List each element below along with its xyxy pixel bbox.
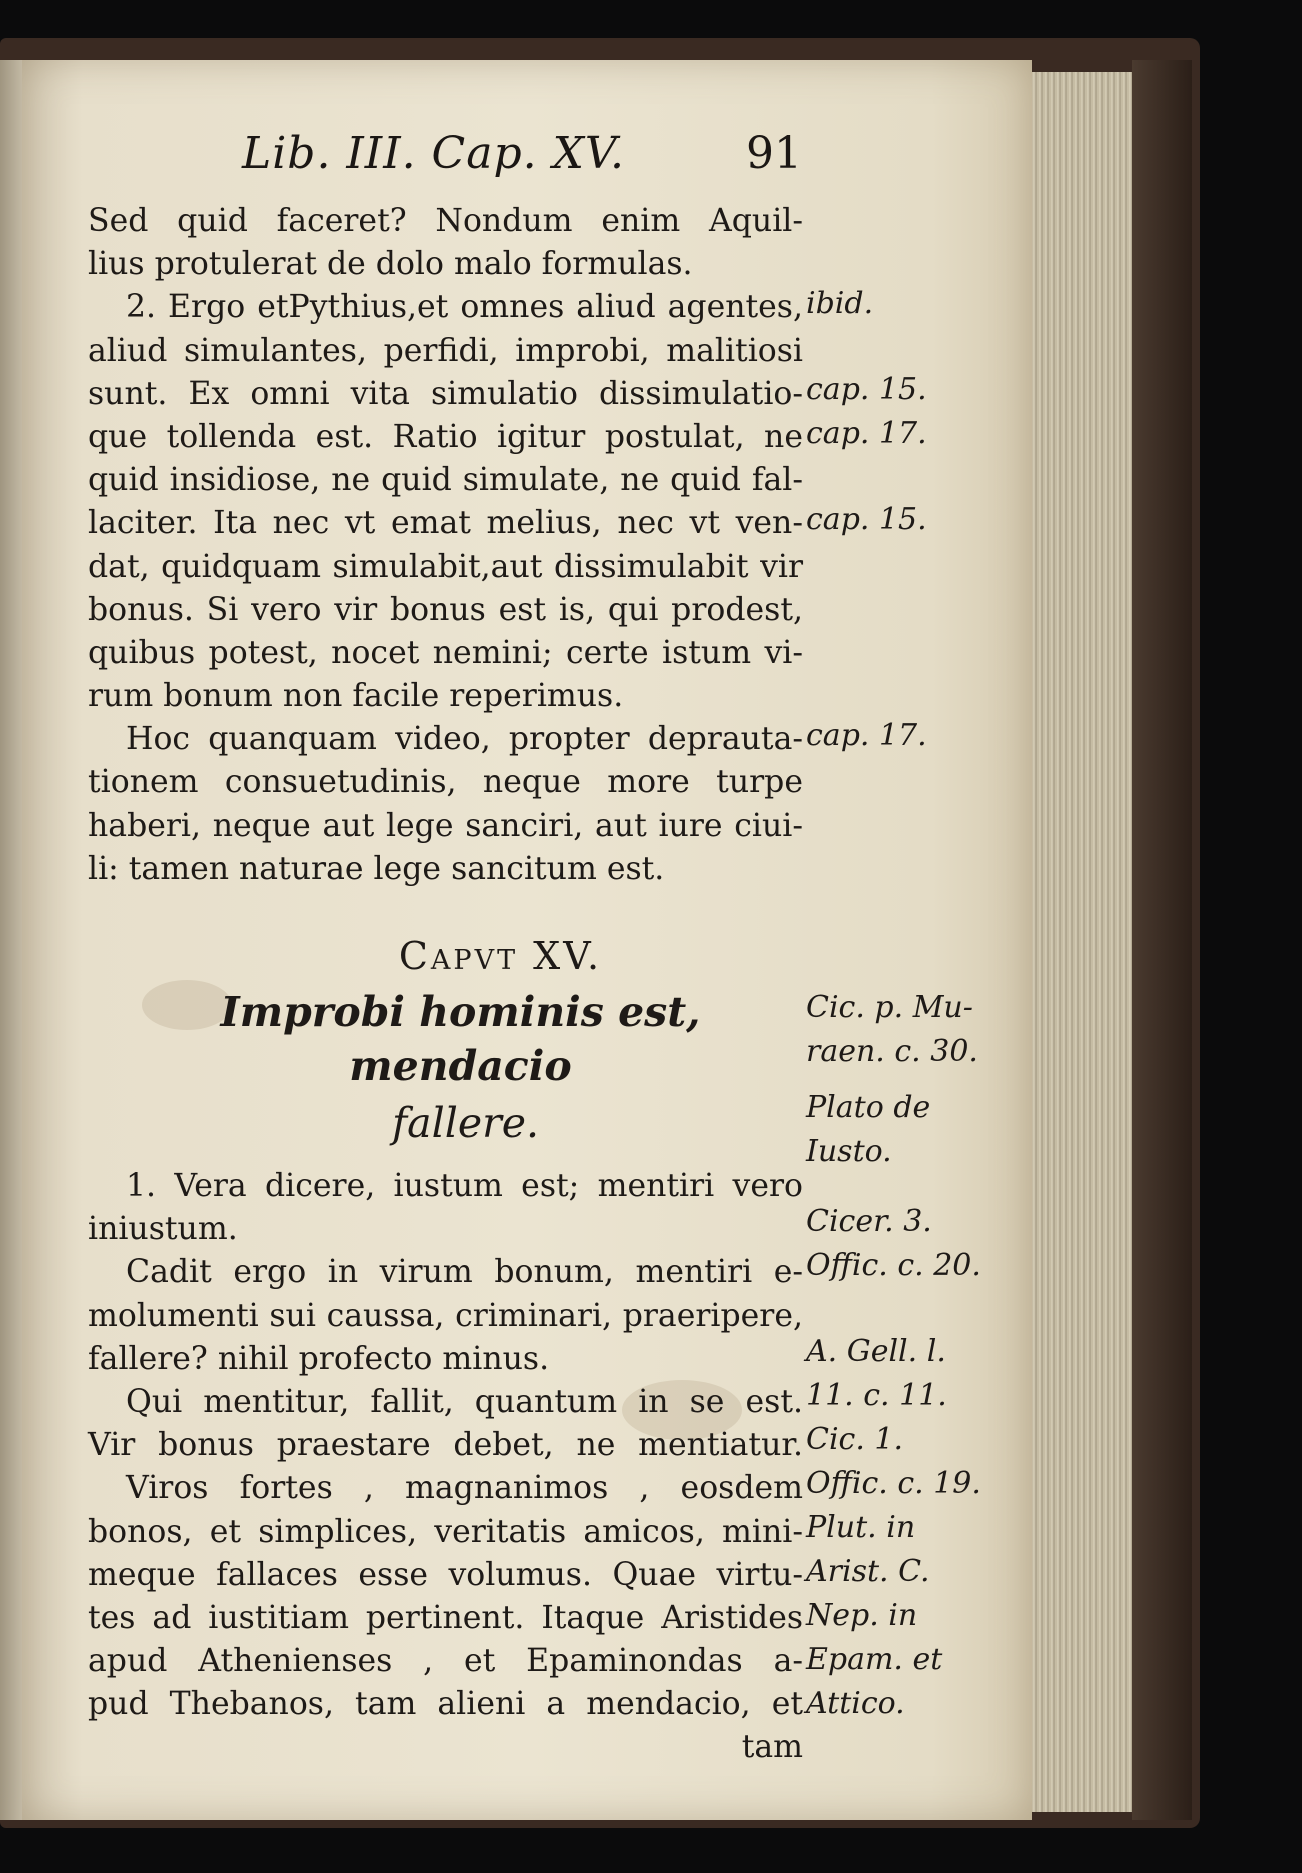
text-line: dat, quidquam simulabit,aut dissimulabit vir [88, 548, 803, 585]
margin-note: Plato de [806, 1090, 931, 1125]
margin-note: Cic. 1. [806, 1422, 904, 1457]
margin-note: A. Gell. l. [806, 1334, 946, 1369]
cover-edge [1132, 60, 1192, 1820]
text-line: aliud simulantes, perfidi, improbi, malitiosi [88, 332, 803, 369]
text-line: sunt. Ex omni vita simulatio dissimulatio- [88, 375, 803, 412]
text-line: pud Thebanos, tam alieni a mendacio, et [88, 1686, 803, 1723]
text-line: haberi, neque aut lege sanciri, aut iure ciui- [88, 807, 803, 844]
margin-note: Offic. c. 19. [806, 1466, 981, 1501]
margin-note: Arist. C. [806, 1554, 930, 1589]
text-line: Hoc quanquam video, propter deprauta- [126, 721, 803, 758]
margin-note: Iusto. [806, 1134, 892, 1169]
margin-note: Cic. p. Mu- [806, 990, 973, 1025]
margin-note: 11. c. 11. [806, 1378, 947, 1413]
chapter-title-line: Improbi hominis est, mendacio [220, 988, 701, 1090]
catchword: tam [741, 1729, 803, 1766]
text-line: meque fallaces esse volumus. Quae virtu- [88, 1556, 803, 1593]
text-line: quid insidiose, ne quid simulate, ne quid fal- [88, 462, 803, 499]
main-text [88, 200, 803, 1770]
chapter-heading: Capvt XV. [398, 934, 603, 978]
margin-note: Plut. in [806, 1510, 916, 1545]
text-line: li: tamen naturae lege sancitum est. [88, 850, 665, 887]
text-line: Cadit ergo in virum bonum, mentiri e- [126, 1254, 803, 1291]
margin-note: Offic. c. 20. [806, 1248, 981, 1283]
page-fore-edge [1032, 72, 1138, 1812]
text-line: tes ad iustitiam pertinent. Itaque Aristides [88, 1599, 803, 1636]
margin-note: Epam. et [806, 1642, 943, 1677]
running-head-title: Lib. III. Cap. XV. [242, 128, 625, 179]
text-line: quibus potest, nocet nemini; certe istum vi- [88, 634, 803, 671]
text-line: que tollenda est. Ratio igitur postulat, ne [88, 418, 803, 455]
text-line: Vir bonus praestare debet, ne mentiatur. [88, 1427, 803, 1464]
text-line: tionem consuetudinis, neque more turpe [88, 764, 803, 801]
text-line: 1. Vera dicere, iustum est; mentiri vero [126, 1168, 803, 1204]
text-line: rum bonum non facile reperimus. [88, 678, 624, 715]
text-line: iniustum. [88, 1211, 238, 1248]
page-number: 91 [746, 128, 802, 179]
text-line: molumenti sui caussa, criminari, praeripere, [88, 1297, 803, 1334]
text-line: fallere? nihil profecto minus. [88, 1340, 550, 1377]
margin-note: Nep. in [806, 1598, 918, 1633]
text-line: lius protulerat de dolo malo formulas. [88, 246, 693, 283]
margin-note: cap. 15. [806, 502, 927, 537]
margin-note: cap. 15. [806, 372, 927, 407]
running-head [242, 128, 802, 188]
margin-note: raen. c. 30. [806, 1034, 978, 1069]
text-line: Sed quid faceret? Nondum enim Aquil- [88, 203, 803, 239]
text-line: Viros fortes , magnanimos , eosdem [126, 1470, 803, 1507]
text-line: bonos, et simplices, veritatis amicos, mini- [88, 1513, 803, 1550]
margin-note: Attico. [806, 1686, 905, 1721]
text-line: laciter. Ita nec vt emat melius, nec vt ven- [88, 505, 803, 542]
text-line: apud Athenienses , et Epaminondas a- [88, 1643, 803, 1680]
text-line: bonus. Si vero vir bonus est is, qui prodest, [88, 591, 803, 628]
text-line: Qui mentitur, fallit, quantum in se est. [126, 1383, 803, 1420]
margin-note: cap. 17. [806, 416, 927, 451]
margin-note: Cicer. 3. [806, 1204, 932, 1239]
margin-note: cap. 17. [806, 718, 927, 753]
chapter-title-line: fallere. [391, 1099, 539, 1147]
text-line: 2. Ergo etPythius,et omnes aliud agentes, [126, 289, 803, 326]
margin-note: ibid. [806, 286, 874, 321]
